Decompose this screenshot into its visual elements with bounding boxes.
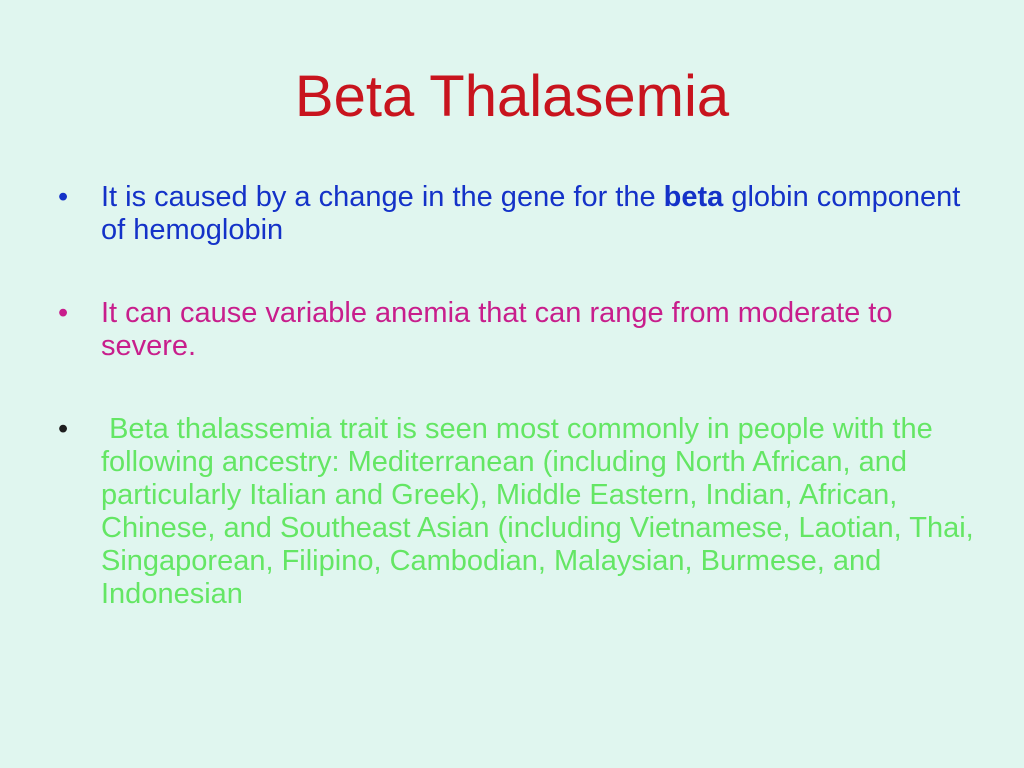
- bullet-item-gene-cause: [58, 181, 978, 247]
- bullet-marker: •: [58, 297, 69, 329]
- bullet-text: Beta thalassemia trait is seen most commonly in people with the following ancestry: Mediterranean (including North African, and particularly Italian and Greek), Middle Eastern, Indian, African, Chinese, and Southeast Asian (including Vietnamese, Laotian, Thai, Singaporean, Filipino, Cambodian, Malaysian, Burmese, and Indonesian: [101, 413, 982, 610]
- bullet-list: [58, 181, 982, 661]
- bullet-text-after: globin component of hemoglobin: [101, 181, 961, 246]
- bullet-item-anemia: [58, 297, 978, 363]
- bullet-text-before: It is caused by a change in the gene for the: [101, 181, 664, 213]
- bullet-item-ancestry: [58, 413, 982, 611]
- bullet-text: It can cause variable anemia that can range from moderate to severe.: [101, 297, 893, 362]
- bullet-marker: •: [58, 181, 69, 213]
- bullet-bold-term: beta: [663, 181, 724, 213]
- slide-title: Beta Thalasemia: [294, 64, 730, 129]
- bullet-marker: •: [58, 413, 69, 445]
